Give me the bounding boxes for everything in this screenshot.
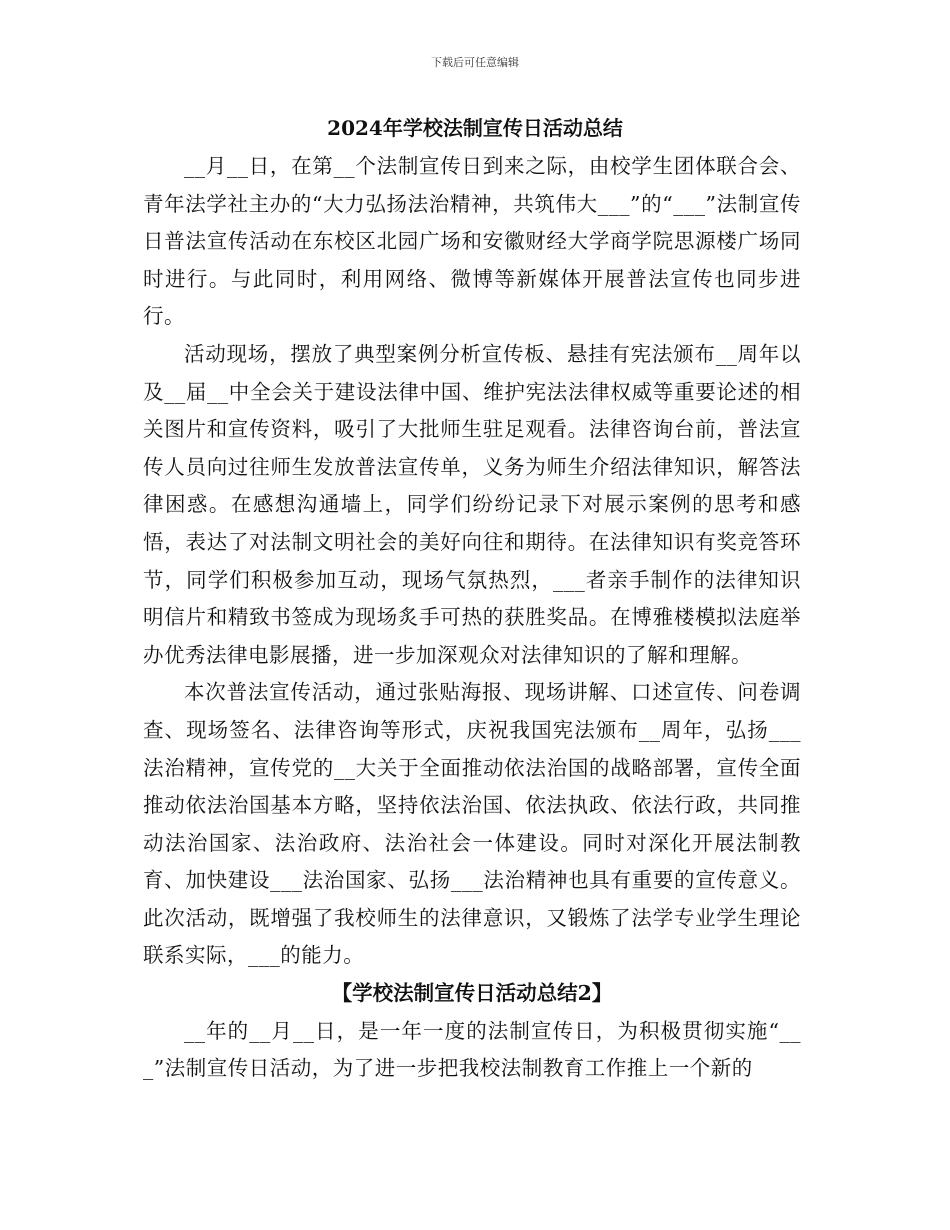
paragraph-3: 本次普法宣传活动，通过张贴海报、现场讲解、口述宣传、问卷调查、现场签名、法律咨询等形式，庆祝我国宪法颁布__周年，弘扬___法治精神，宣传党的__大关于全面推动依法治国的战略部署，宣传全面推动依法治国基本方略，坚持依法治国、依法执政、依法行政，共同推动法治国家、法治政府、法治社会一体建设。同时对深化开展法制教育、加快建设___法治国家、弘扬___法治精神也具有重要的宣传意义。此次活动，既增强了我校师生的法律意识，又锻炼了法学专业学生理论联系实际，___的能力。 [143, 680, 801, 968]
document-body [143, 148, 801, 1088]
paragraph-2: 活动现场，摆放了典型案例分析宣传板、悬挂有宪法颁布__周年以及__届__中全会关于建设法律中国、维护宪法法律权威等重要论述的相关图片和宣传资料，吸引了大批师生驻足观看。法律咨询台前，普法宣传人员向过往师生发放普法宣传单，义务为师生介绍法律知识，解答法律困惑。在感想沟通墙上，同学们纷纷记录下对展示案例的思考和感悟，表达了对法制文明社会的美好向往和期待。在法律知识有奖竞答环节，同学们积极参加互动，现场气氛热烈，___者亲手制作的法律知识明信片和精致书签成为现场炙手可热的获胜奖品。在博雅楼模拟法庭举办优秀法律电影展播，进一步加深观众对法律知识的了解和理解。 [143, 341, 801, 667]
page-header-note: 下载后可任意编辑 [431, 56, 519, 69]
section-2-title: 【学校法制宣传日活动总结2】 [331, 981, 613, 1006]
document-title: 2024年学校法制宣传日活动总结 [327, 116, 623, 140]
section-2-paragraph-1: __年的__月__日，是一年一度的法制宣传日，为积极贯彻实施“___”法制宣传日活动，为了进一步把我校法制教育工作推上一个新的 [143, 1018, 801, 1081]
paragraph-1: __月__日，在第__个法制宣传日到来之际，由校学生团体联合会、青年法学社主办的“大力弘扬法治精神，共筑伟大___”的“___”法制宣传日普法宣传活动在东校区北园广场和安徽财经大学商学院思源楼广场同时进行。与此同时，利用网络、微博等新媒体开展普法宣传也同步进行。 [143, 154, 801, 329]
